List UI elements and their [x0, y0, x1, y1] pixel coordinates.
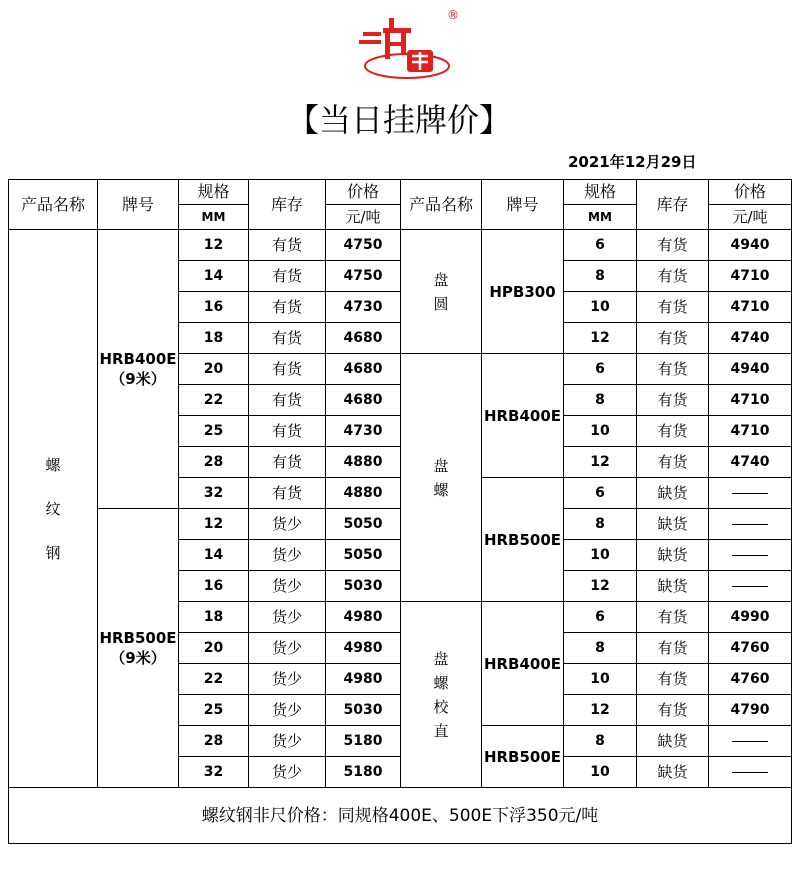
brand-cell — [98, 509, 179, 788]
spec-cell: 10 — [564, 664, 637, 695]
price-cell: 4710 — [709, 261, 792, 292]
brand-cell — [98, 230, 179, 509]
spec-cell: 10 — [564, 757, 637, 788]
price-cell: 4680 — [326, 385, 401, 416]
stock-cell: 有货 — [637, 292, 709, 323]
stock-cell: 有货 — [637, 416, 709, 447]
stock-cell: 有货 — [249, 292, 326, 323]
spec-cell: 6 — [564, 354, 637, 385]
stock-cell: 有货 — [637, 633, 709, 664]
price-cell: 4990 — [709, 602, 792, 633]
stock-cell: 有货 — [637, 664, 709, 695]
price-table — [8, 179, 792, 844]
spec-cell: 8 — [564, 509, 637, 540]
header-price-right: 价格 — [709, 180, 792, 205]
brand-line: HRB500E — [99, 629, 177, 647]
price-cell — [709, 509, 792, 540]
stock-cell: 缺货 — [637, 757, 709, 788]
header-brand-right: 牌号 — [482, 180, 564, 230]
header-spec-unit-left: MM — [179, 205, 249, 230]
price-cell: 4760 — [709, 664, 792, 695]
price-cell: 5180 — [326, 726, 401, 757]
stock-cell: 货少 — [249, 726, 326, 757]
stock-cell: 有货 — [249, 354, 326, 385]
stock-cell: 有货 — [249, 416, 326, 447]
brand-line: （9米） — [110, 370, 166, 388]
price-cell: 4730 — [326, 416, 401, 447]
stock-cell: 货少 — [249, 602, 326, 633]
spec-cell: 25 — [179, 695, 249, 726]
stock-cell: 货少 — [249, 540, 326, 571]
spec-cell: 20 — [179, 354, 249, 385]
price-cell: 4880 — [326, 447, 401, 478]
spec-cell: 12 — [179, 509, 249, 540]
stock-cell: 缺货 — [637, 509, 709, 540]
spec-cell: 10 — [564, 540, 637, 571]
spec-cell: 22 — [179, 385, 249, 416]
spec-cell: 12 — [564, 447, 637, 478]
stock-cell: 货少 — [249, 664, 326, 695]
stock-cell: 有货 — [249, 323, 326, 354]
table-row — [9, 509, 792, 540]
stock-cell: 货少 — [249, 571, 326, 602]
price-cell: 4710 — [709, 292, 792, 323]
note-row — [9, 788, 792, 844]
price-cell: 4730 — [326, 292, 401, 323]
product-name-right — [401, 354, 482, 602]
vertical-char: 钢 — [45, 543, 61, 562]
spec-cell: 10 — [564, 292, 637, 323]
stock-cell: 有货 — [637, 354, 709, 385]
price-cell: 5030 — [326, 571, 401, 602]
price-unavailable-dash — [732, 741, 768, 742]
price-cell: 4750 — [326, 230, 401, 261]
brand-cell: HRB500E — [482, 726, 564, 788]
price-cell — [709, 540, 792, 571]
spec-cell: 8 — [564, 261, 637, 292]
price-unavailable-dash — [732, 524, 768, 525]
stock-cell: 缺货 — [637, 478, 709, 509]
product-name-rebar — [9, 230, 98, 788]
spec-cell: 32 — [179, 478, 249, 509]
price-cell: 4940 — [709, 354, 792, 385]
header-spec-right: 规格 — [564, 180, 637, 205]
brand-cell: HRB400E — [482, 602, 564, 726]
spec-cell: 14 — [179, 261, 249, 292]
spec-cell: 18 — [179, 602, 249, 633]
price-cell: 4980 — [326, 602, 401, 633]
header-product-left: 产品名称 — [9, 180, 98, 230]
header-brand-left: 牌号 — [98, 180, 179, 230]
company-logo — [355, 10, 465, 85]
stock-cell: 有货 — [249, 478, 326, 509]
price-cell: 4790 — [709, 695, 792, 726]
header-price-unit-left: 元/吨 — [326, 205, 401, 230]
registered-mark: ® — [447, 8, 459, 22]
vertical-char: 盘 — [433, 270, 449, 289]
stock-cell: 有货 — [637, 323, 709, 354]
product-name-right — [401, 230, 482, 354]
price-cell — [709, 757, 792, 788]
stock-cell: 有货 — [637, 602, 709, 633]
note-cell: 螺纹钢非尺价格：同规格400E、500E下浮350元/吨 — [9, 788, 792, 844]
spec-cell: 12 — [564, 323, 637, 354]
spec-cell: 16 — [179, 571, 249, 602]
header-stock-left: 库存 — [249, 180, 326, 230]
stock-cell: 货少 — [249, 509, 326, 540]
price-cell: 4740 — [709, 447, 792, 478]
stock-cell: 有货 — [637, 230, 709, 261]
vertical-char: 螺 — [433, 673, 449, 692]
spec-cell: 16 — [179, 292, 249, 323]
table-row — [9, 230, 792, 261]
stock-cell: 货少 — [249, 633, 326, 664]
price-cell — [709, 726, 792, 757]
vertical-char: 盘 — [433, 456, 449, 475]
page-title: 【当日挂牌价】 — [286, 101, 511, 139]
spec-cell: 6 — [564, 602, 637, 633]
header-stock-right: 库存 — [637, 180, 709, 230]
spec-cell: 25 — [179, 416, 249, 447]
stock-cell: 有货 — [637, 261, 709, 292]
brand-cell: HRB400E — [482, 354, 564, 478]
stock-cell: 缺货 — [637, 571, 709, 602]
stock-cell: 有货 — [249, 385, 326, 416]
stock-cell: 有货 — [637, 695, 709, 726]
price-cell: 4710 — [709, 385, 792, 416]
spec-cell: 8 — [564, 385, 637, 416]
price-cell: 4980 — [326, 664, 401, 695]
price-cell — [709, 571, 792, 602]
brand-line: （9米） — [110, 649, 166, 667]
stock-cell: 缺货 — [637, 726, 709, 757]
product-name-right — [401, 602, 482, 788]
price-cell: 5050 — [326, 540, 401, 571]
vertical-char: 盘 — [433, 649, 449, 668]
spec-cell: 6 — [564, 230, 637, 261]
header-price-left: 价格 — [326, 180, 401, 205]
spec-cell: 12 — [564, 571, 637, 602]
price-cell: 4940 — [709, 230, 792, 261]
vertical-char: 直 — [433, 721, 449, 740]
price-cell: 4750 — [326, 261, 401, 292]
spec-cell: 28 — [179, 447, 249, 478]
vertical-char: 螺 — [433, 480, 449, 499]
price-cell: 4880 — [326, 478, 401, 509]
header-spec-left: 规格 — [179, 180, 249, 205]
brand-line: HRB400E — [99, 350, 177, 368]
spec-cell: 28 — [179, 726, 249, 757]
brand-cell: HRB500E — [482, 478, 564, 602]
vertical-char: 螺 — [45, 455, 61, 474]
price-cell: 5180 — [326, 757, 401, 788]
spec-cell: 12 — [179, 230, 249, 261]
vertical-char: 纹 — [45, 499, 61, 518]
stock-cell: 有货 — [637, 447, 709, 478]
price-unavailable-dash — [732, 586, 768, 587]
brand-cell: HPB300 — [482, 230, 564, 354]
stock-cell: 货少 — [249, 757, 326, 788]
vertical-char: 校 — [433, 697, 449, 716]
spec-cell: 8 — [564, 633, 637, 664]
price-cell: 4710 — [709, 416, 792, 447]
price-cell: 4760 — [709, 633, 792, 664]
price-cell: 5030 — [326, 695, 401, 726]
price-cell: 4680 — [326, 354, 401, 385]
spec-cell: 20 — [179, 633, 249, 664]
stock-cell: 货少 — [249, 695, 326, 726]
price-cell — [709, 478, 792, 509]
header-row — [9, 180, 792, 205]
price-date: 2021年12月29日 — [568, 153, 697, 171]
header-product-right: 产品名称 — [401, 180, 482, 230]
vertical-char: 圆 — [433, 294, 449, 313]
spec-cell: 8 — [564, 726, 637, 757]
spec-cell: 12 — [564, 695, 637, 726]
price-unavailable-dash — [732, 493, 768, 494]
stock-cell: 缺货 — [637, 540, 709, 571]
stock-cell: 有货 — [637, 385, 709, 416]
spec-cell: 22 — [179, 664, 249, 695]
price-cell: 5050 — [326, 509, 401, 540]
header-spec-unit-right: MM — [564, 205, 637, 230]
spec-cell: 10 — [564, 416, 637, 447]
header-price-unit-right: 元/吨 — [709, 205, 792, 230]
stock-cell: 有货 — [249, 261, 326, 292]
spec-cell: 18 — [179, 323, 249, 354]
spec-cell: 6 — [564, 478, 637, 509]
stock-cell: 有货 — [249, 230, 326, 261]
price-unavailable-dash — [732, 772, 768, 773]
stock-cell: 有货 — [249, 447, 326, 478]
price-cell: 4680 — [326, 323, 401, 354]
price-cell: 4980 — [326, 633, 401, 664]
price-unavailable-dash — [732, 555, 768, 556]
spec-cell: 32 — [179, 757, 249, 788]
spec-cell: 14 — [179, 540, 249, 571]
price-cell: 4740 — [709, 323, 792, 354]
